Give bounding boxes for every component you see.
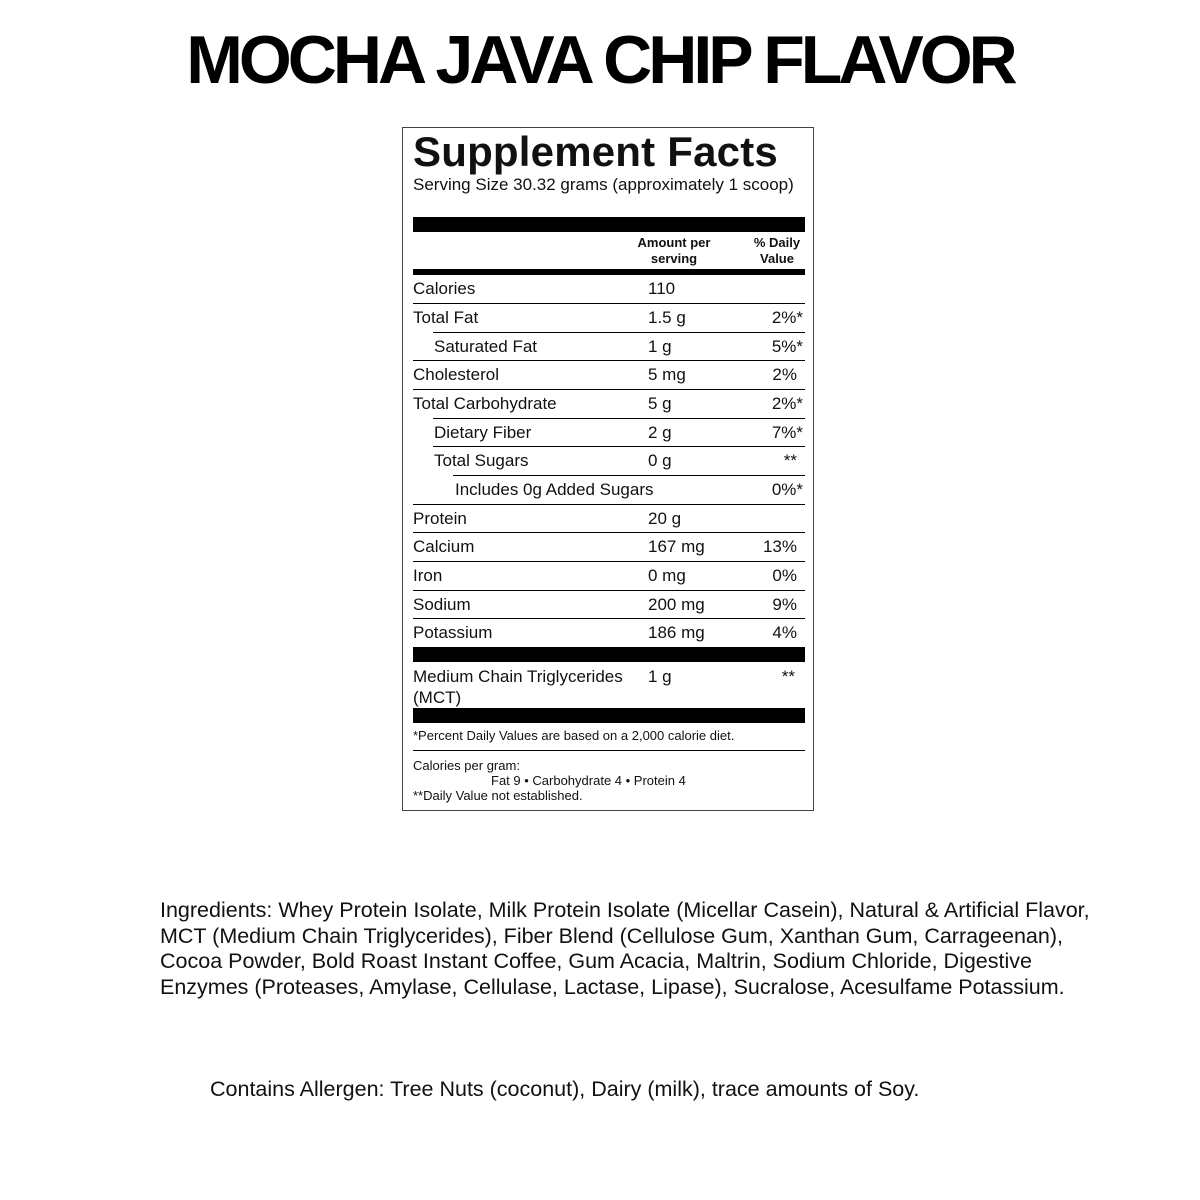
nutrient-name: Total Sugars — [434, 451, 529, 470]
nutrient-daily-value: 2%* — [771, 394, 803, 413]
mct-daily-value: ** — [781, 667, 795, 686]
nutrient-row-total-carbohydrate — [413, 389, 805, 418]
nutrient-daily-value: 5%* — [771, 337, 803, 356]
supplement-facts-panel — [402, 127, 814, 811]
nutrient-name: Calcium — [413, 537, 475, 556]
nutrient-amount: 0 g — [648, 451, 672, 470]
nutrient-amount: 186 mg — [648, 623, 705, 642]
nutrient-row-sodium — [413, 590, 805, 619]
nutrient-name: Dietary Fiber — [434, 423, 532, 442]
thick-divider-bottom — [413, 708, 805, 723]
calories-per-gram-label: Calories per gram: — [413, 758, 520, 773]
flavor-title: MOCHA JAVA CHIP FLAVOR — [186, 22, 1014, 98]
facts-heading: Supplement Facts — [413, 128, 778, 175]
nutrient-row-calories — [413, 274, 805, 303]
nutrient-name: Includes 0g Added Sugars — [455, 480, 654, 499]
nutrient-amount: 1 g — [648, 337, 672, 356]
nutrient-row-cholesterol — [413, 360, 805, 389]
mct-amount: 1 g — [648, 667, 672, 686]
serving-size: Serving Size 30.32 grams (approximately 1 scoop) — [413, 175, 794, 194]
nutrient-name: Potassium — [413, 623, 493, 642]
nutrient-row-dietary-fiber — [413, 418, 805, 447]
nutrient-daily-value: 0% — [772, 566, 797, 585]
nutrient-amount: 110 — [648, 279, 676, 298]
nutrient-amount: 167 mg — [648, 537, 705, 556]
nutrient-name: Total Fat — [413, 308, 479, 327]
nutrient-row-calcium — [413, 532, 805, 561]
nutrient-amount: 5 g — [648, 394, 672, 413]
nutrient-name: Protein — [413, 509, 467, 528]
calories-per-gram-values: Fat 9 • Carbohydrate 4 • Protein 4 — [491, 773, 686, 788]
nutrient-name: Total Carbohydrate — [413, 394, 557, 413]
nutrient-amount: 1.5 g — [648, 308, 686, 327]
nutrient-daily-value: 4% — [772, 623, 797, 642]
nutrient-row-added-sugars — [413, 475, 805, 504]
nutrient-daily-value: 0%* — [771, 480, 803, 499]
nutrient-daily-value: 2%* — [771, 308, 803, 327]
nutrient-daily-value: 7%* — [771, 423, 803, 442]
footnote-not-established: **Daily Value not established. — [413, 788, 583, 803]
ingredients-text: Ingredients: Whey Protein Isolate, Milk Protein Isolate (Micellar Casein), Natural & Artificial Flavor, MCT (Medium Chain Triglycerides), Fiber Blend (Cellulose Gum, Xanthan Gum, Carrageenan), Cocoa Powder, Bold Roast Instant Coffee, Gum Acacia, Maltrin, Sodium Chloride, Digestive Enzymes (Proteases, Amylase, Cellulase, Lactase, Lipase), Sucralose, Acesulfame Potassium. — [160, 898, 1090, 999]
nutrient-daily-value: 13% — [762, 537, 797, 556]
nutrient-amount: 20 g — [648, 509, 682, 528]
nutrient-row-iron — [413, 561, 805, 590]
nutrient-amount: 2 g — [648, 423, 672, 442]
thick-divider-top — [413, 217, 805, 232]
nutrient-daily-value: ** — [783, 451, 797, 470]
nutrient-row-saturated-fat — [413, 332, 805, 361]
footnote-daily-values: *Percent Daily Values are based on a 2,000 calorie diet. — [413, 728, 735, 743]
nutrient-name: Saturated Fat — [434, 337, 538, 356]
nutrient-row-total-sugars — [413, 446, 805, 475]
thick-divider-middle — [413, 647, 805, 662]
footnote-divider — [413, 750, 805, 751]
column-header-amount: Amount per serving — [637, 235, 711, 266]
nutrient-amount: 5 mg — [648, 365, 686, 384]
nutrient-amount: 200 mg — [648, 595, 705, 614]
column-header-daily-value: % Daily Value — [753, 235, 801, 266]
nutrient-amount: 0 mg — [648, 566, 686, 585]
nutrient-name: Iron — [413, 566, 443, 585]
nutrient-row-protein — [413, 504, 805, 533]
nutrient-name: Sodium — [413, 595, 471, 614]
nutrient-name: Calories — [413, 279, 476, 298]
allergen-text: Contains Allergen: Tree Nuts (coconut), Dairy (milk), trace amounts of Soy. — [210, 1077, 920, 1101]
nutrient-name: Cholesterol — [413, 365, 499, 384]
nutrient-daily-value: 9% — [772, 595, 797, 614]
nutrient-row-potassium — [413, 618, 805, 647]
nutrient-row-total-fat — [413, 303, 805, 332]
mct-name: Medium Chain Triglycerides (MCT) — [413, 667, 623, 707]
nutrient-daily-value: 2% — [772, 365, 797, 384]
